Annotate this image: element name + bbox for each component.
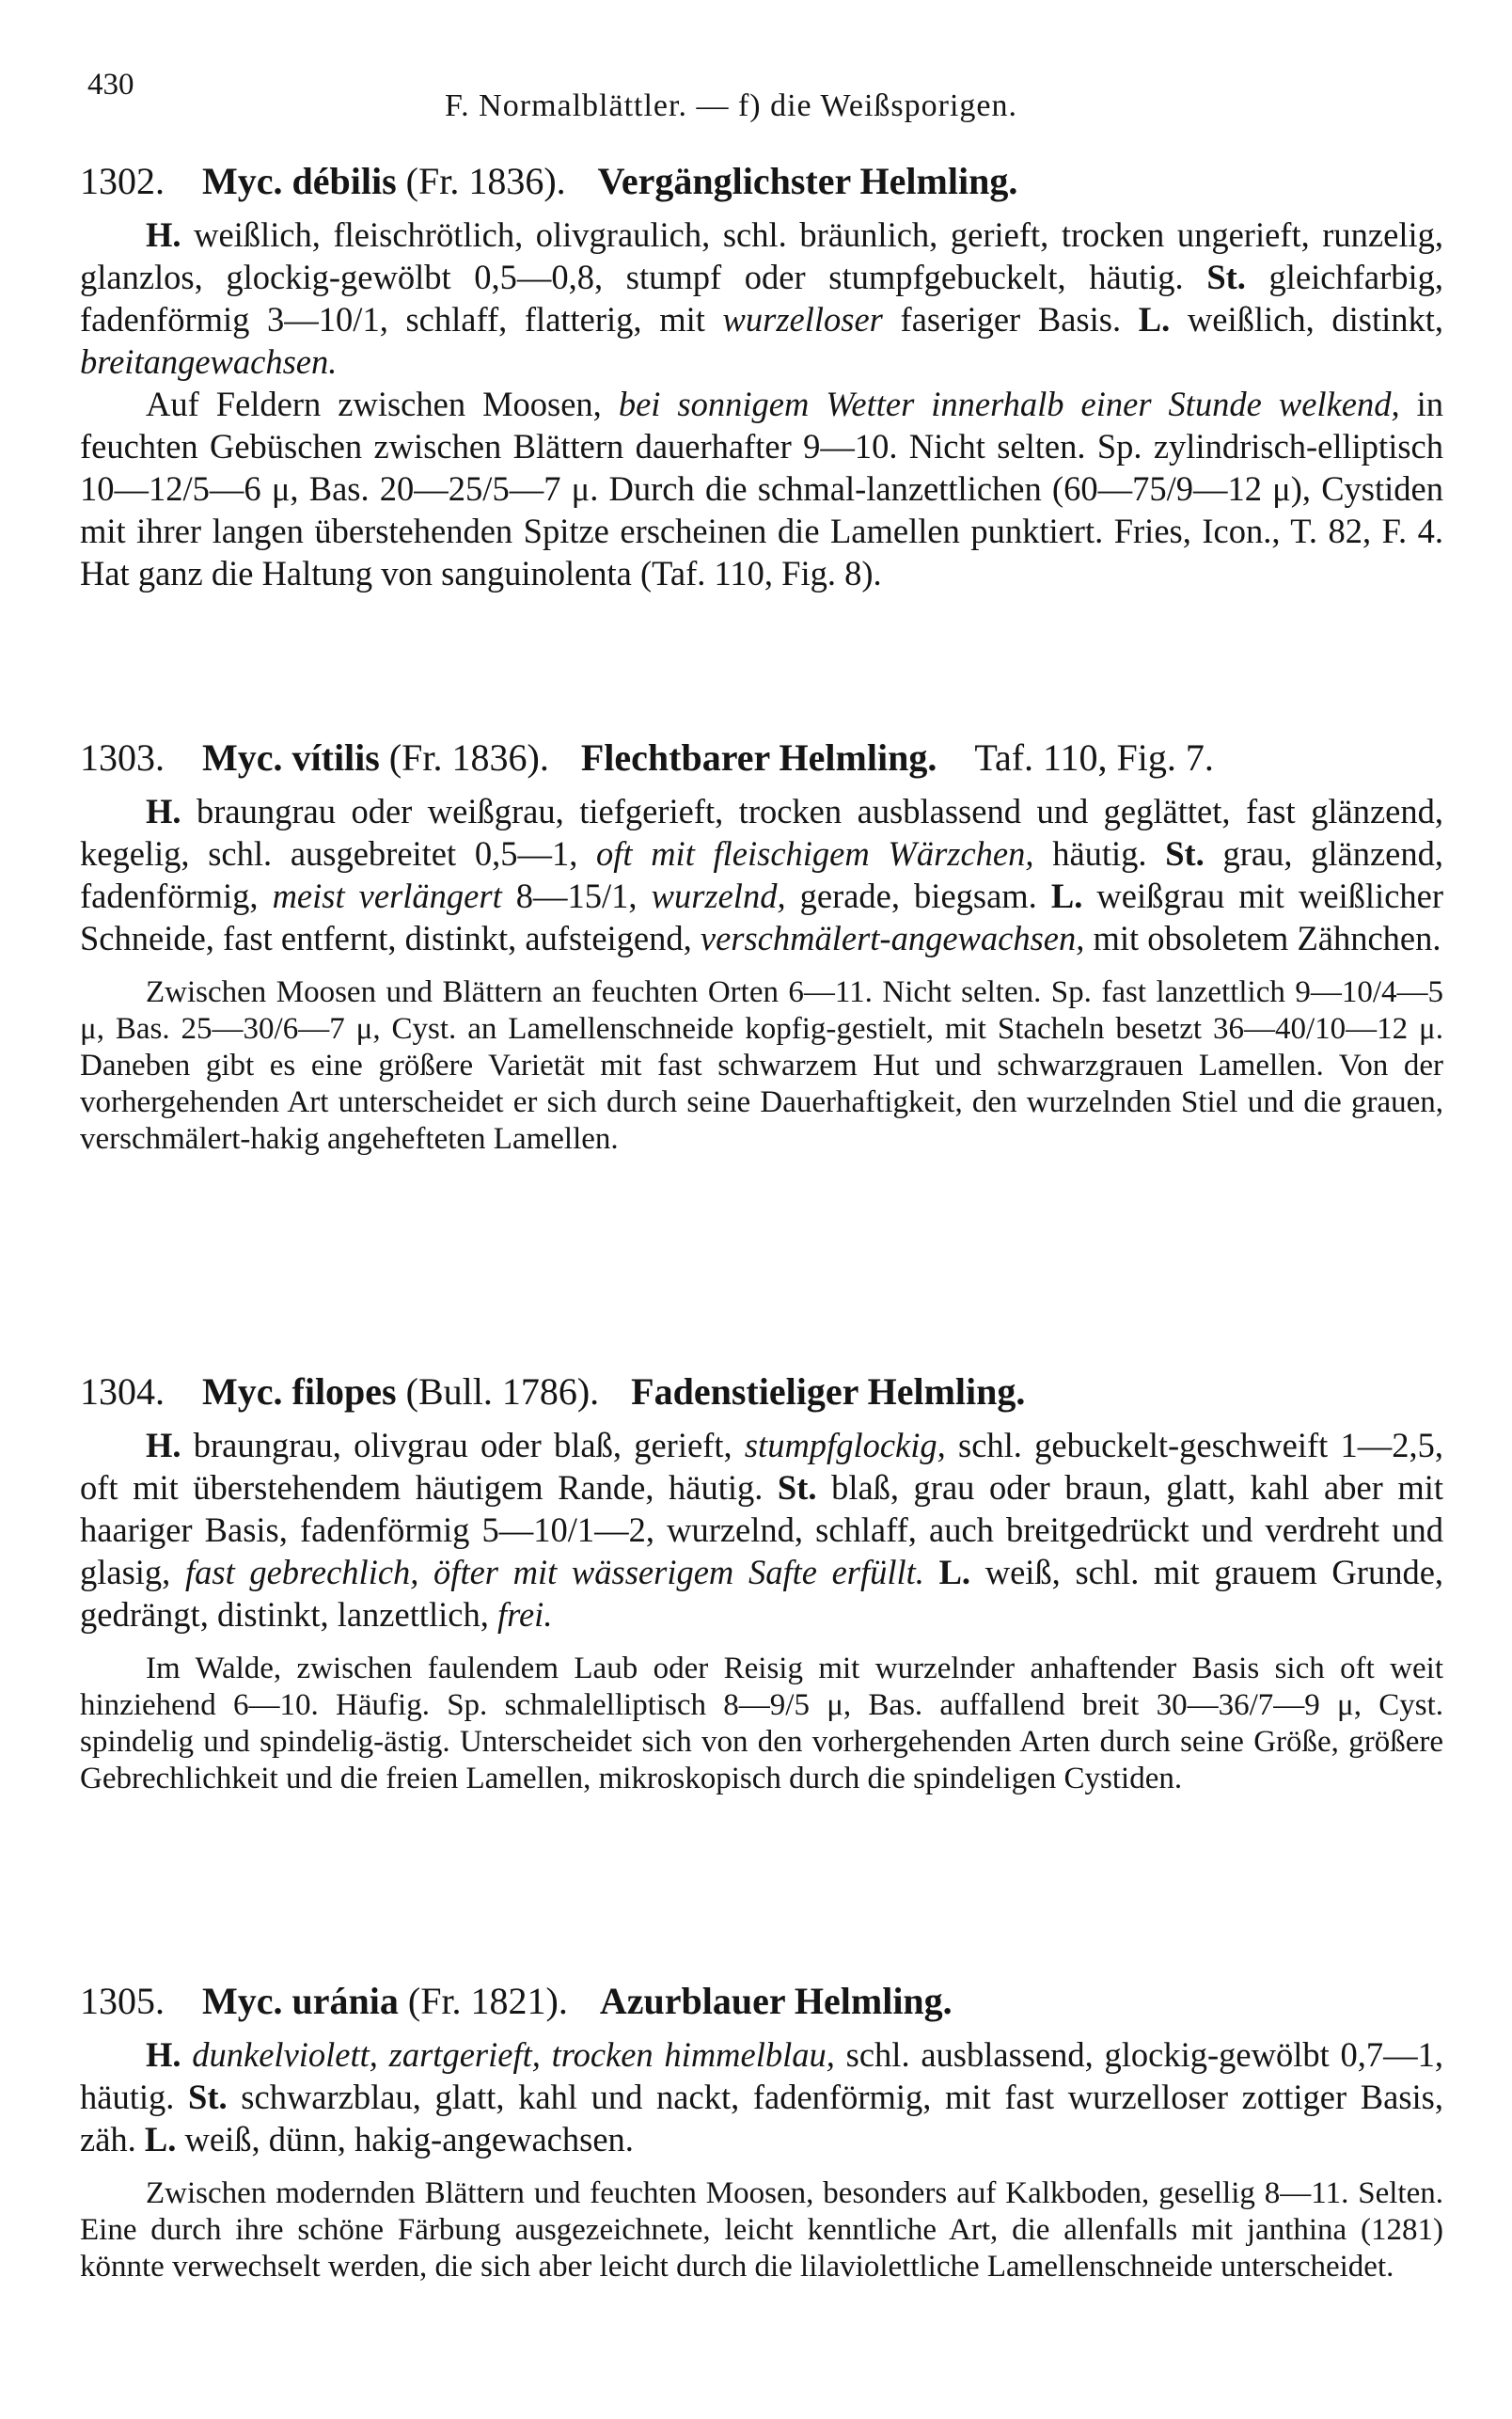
lamellae-text: weißgrau mit weißlicher Schneide, fast entfernt, distinkt, aufsteigend, xyxy=(80,877,1443,957)
latin-name: Myc. uránia xyxy=(202,1980,399,2022)
stem-italic: meist verlängert xyxy=(272,877,502,915)
hat-text-2: häutig. xyxy=(1052,834,1147,873)
stem-text-2: 8—15/1, xyxy=(515,877,638,915)
stem-label: St. xyxy=(1165,834,1205,873)
hat-label: H. xyxy=(146,1426,181,1464)
hat-label: H. xyxy=(146,2035,181,2074)
lamellae-label: L. xyxy=(1138,300,1171,339)
entry-number: 1303. xyxy=(80,736,165,779)
page-header xyxy=(87,68,1441,143)
lamellae-italic: verschmälert-angewachsen, xyxy=(700,919,1085,957)
stem-italic: wurzelloser xyxy=(722,300,883,339)
stem-text-3: gerade, biegsam. xyxy=(799,877,1037,915)
notes-text: Auf Feldern zwischen Moosen, xyxy=(146,385,602,423)
stem-text-2: faseriger Basis. xyxy=(900,300,1122,339)
entry-number: 1302. xyxy=(80,160,165,202)
hat-label: H. xyxy=(146,215,181,254)
lamellae-text: weißlich, distinkt, xyxy=(1187,300,1443,339)
hat-text-2: schl. gebuckelt-geschweift 1—2,5, oft mit überstehendem häutigem Rande, häutig. xyxy=(80,1426,1444,1507)
entry-title xyxy=(80,1366,1443,1418)
entry-title xyxy=(80,155,1443,208)
hat-italic: oft mit fleischigem Wärzchen, xyxy=(596,834,1034,873)
description xyxy=(80,2033,1443,2160)
author-citation: (Fr. 1836). xyxy=(388,736,549,779)
latin-name: Myc. débilis xyxy=(202,160,397,202)
entry-number: 1305. xyxy=(80,1980,165,2022)
notes xyxy=(80,974,1443,1158)
lamellae-label: L. xyxy=(144,2120,177,2158)
entry-1303 xyxy=(80,732,1443,1158)
entry-1304 xyxy=(80,1366,1443,1797)
lamellae-label: L. xyxy=(938,1553,971,1591)
description xyxy=(80,213,1443,594)
hat-italic: stumpfglockig, xyxy=(744,1426,946,1464)
author-citation: (Bull. 1786). xyxy=(405,1370,600,1413)
stem-text: blaß, grau oder braun, glatt, kahl aber mit haariger Basis, fadenförmig 5—10/1—2, wurzelnd, schlaff, auch breitgedrückt und verdreht und glasig, xyxy=(80,1468,1444,1591)
stem-italic-2: wurzelnd, xyxy=(651,877,786,915)
german-name: Fadenstieliger Helmling. xyxy=(631,1370,1026,1413)
notes-text: Im Walde, zwischen faulendem Laub oder Reisig mit wurzelnder anhaftender Basis sich oft weit hinziehend 6—10. Häufig. Sp. schmalelliptisch 8—9/5 μ, Bas. auffallend breit 30—36/7—9 μ, Cyst. spindelig und spindelig-ästig. Unterscheidet sich von den vorhergehenden Arten durch seine Größe, größere Gebrechlichkeit und die freien Lamellen, mikroskopisch durch die spindeligen Cystiden. xyxy=(80,1652,1443,1795)
german-name: Flechtbarer Helmling. xyxy=(580,736,937,779)
notes-text: Zwischen Moosen und Blättern an feuchten Orten 6—11. Nicht selten. Sp. fast lanzettlich 9—10/4—5 μ, Bas. 25—30/6—7 μ, Cyst. an Lamellenschneide kopfig-gestielt, mit Stacheln besetzt 36—40/10—12 μ. Daneben gibt es eine größere Varietät mit fast schwarzem Hut und schwarzgrauen Lamellen. Von der vorhergehenden Art unterscheidet er sich durch seine Dauerhaftigkeit, den wurzelnden Stiel und die grauen, verschmälert-hakig angehefteten Lamellen. xyxy=(80,975,1443,1156)
lamellae-italic: frei. xyxy=(496,1595,553,1634)
hat-label: H. xyxy=(146,792,181,830)
author-citation: (Fr. 1836). xyxy=(405,160,566,202)
stem-label: St. xyxy=(188,2078,228,2116)
stem-label: St. xyxy=(1206,258,1246,296)
hat-italic: dunkelviolett, zartgerieft, trocken himmelblau, xyxy=(192,2035,835,2074)
german-name: Vergänglichster Helmling. xyxy=(597,160,1018,202)
lamellae-label: L. xyxy=(1050,877,1083,915)
latin-name: Myc. filopes xyxy=(202,1370,397,1413)
page-number: 430 xyxy=(87,68,134,102)
stem-label: St. xyxy=(777,1468,817,1507)
stem-text: gleichfarbig, fadenförmig 3—10/1, schlaff, flatterig, mit xyxy=(80,258,1444,339)
lamellae-italic: breitangewachsen. xyxy=(80,342,338,381)
notes-text-2: in feuchten Gebüschen zwischen Blättern dauerhafter 9—10. Nicht selten. Sp. zylindrisch-elliptisch 10—12/5—6 μ, Bas. 20—25/5—7 μ. Durch die schmal-lanzettlichen (60—75/9—12 μ), Cystiden mit ihrer langen überstehenden Spitze erscheinen die Lamellen punktiert. Fries, Icon., T. 82, F. 4. Hat ganz die Haltung von sanguinolenta (Taf. 110, Fig. 8). xyxy=(80,385,1444,593)
german-name: Azurblauer Helmling. xyxy=(599,1980,953,2022)
notes-text: Zwischen modernden Blättern und feuchten Moosen, besonders auf Kalkboden, gesellig 8—11. Selten. Eine durch ihre schöne Färbung ausgezeichnete, leicht kenntliche Art, die allenfalls mit janthina (1281) könnte verwechselt werden, die sich aber leicht durch die lilaviolettliche Lamellenschneide unterscheidet. xyxy=(80,2176,1443,2284)
description xyxy=(80,1424,1443,1636)
description xyxy=(80,790,1443,959)
plate-reference: Taf. 110, Fig. 7. xyxy=(974,736,1214,779)
lamellae-text-2: mit obsoletem Zähnchen. xyxy=(1093,919,1441,957)
entry-1302 xyxy=(80,155,1443,594)
hat-text: schl. ausblassend, glockig-gewölbt 0,7—1, häutig. xyxy=(80,2035,1444,2116)
hat-text: braungrau oder weißgrau, tiefgerieft, trocken ausblassend und geglättet, fast glänzend, kegelig, schl. ausgebreitet 0,5—1, xyxy=(80,792,1443,873)
entry-title xyxy=(80,732,1443,784)
entry-1305 xyxy=(80,1975,1443,2285)
notes xyxy=(80,1651,1443,1797)
stem-text: schwarzblau, glatt, kahl und nackt, fadenförmig, mit fast wurzelloser zottiger Basis, zäh. xyxy=(80,2078,1444,2158)
lamellae-text: weiß, schl. mit grauem Grunde, gedrängt, distinkt, lanzettlich, xyxy=(80,1553,1444,1634)
hat-text: braungrau, olivgrau oder blaß, gerieft, xyxy=(193,1426,732,1464)
notes-italic: bei sonnigem Wetter innerhalb einer Stunde welkend, xyxy=(618,385,1400,423)
latin-name: Myc. vítilis xyxy=(202,736,380,779)
running-head: F. Normalblättler. — f) die Weißsporigen. xyxy=(445,88,1018,123)
entry-number: 1304. xyxy=(80,1370,165,1413)
author-citation: (Fr. 1821). xyxy=(407,1980,568,2022)
stem-italic: fast gebrechlich, öfter mit wässerigem Safte erfüllt. xyxy=(184,1553,924,1591)
stem-text: grau, glänzend, fadenförmig, xyxy=(80,834,1444,915)
hat-text: weißlich, fleischrötlich, olivgraulich, schl. bräunlich, gerieft, trocken ungerieft, runzelig, glanzlos, glockig-gewölbt 0,5—0,8, stumpf oder stumpfgebuckelt, häutig. xyxy=(80,215,1443,296)
entry-title xyxy=(80,1975,1443,2028)
notes xyxy=(80,2175,1443,2285)
lamellae-text: weiß, dünn, hakig-angewachsen. xyxy=(184,2120,634,2158)
